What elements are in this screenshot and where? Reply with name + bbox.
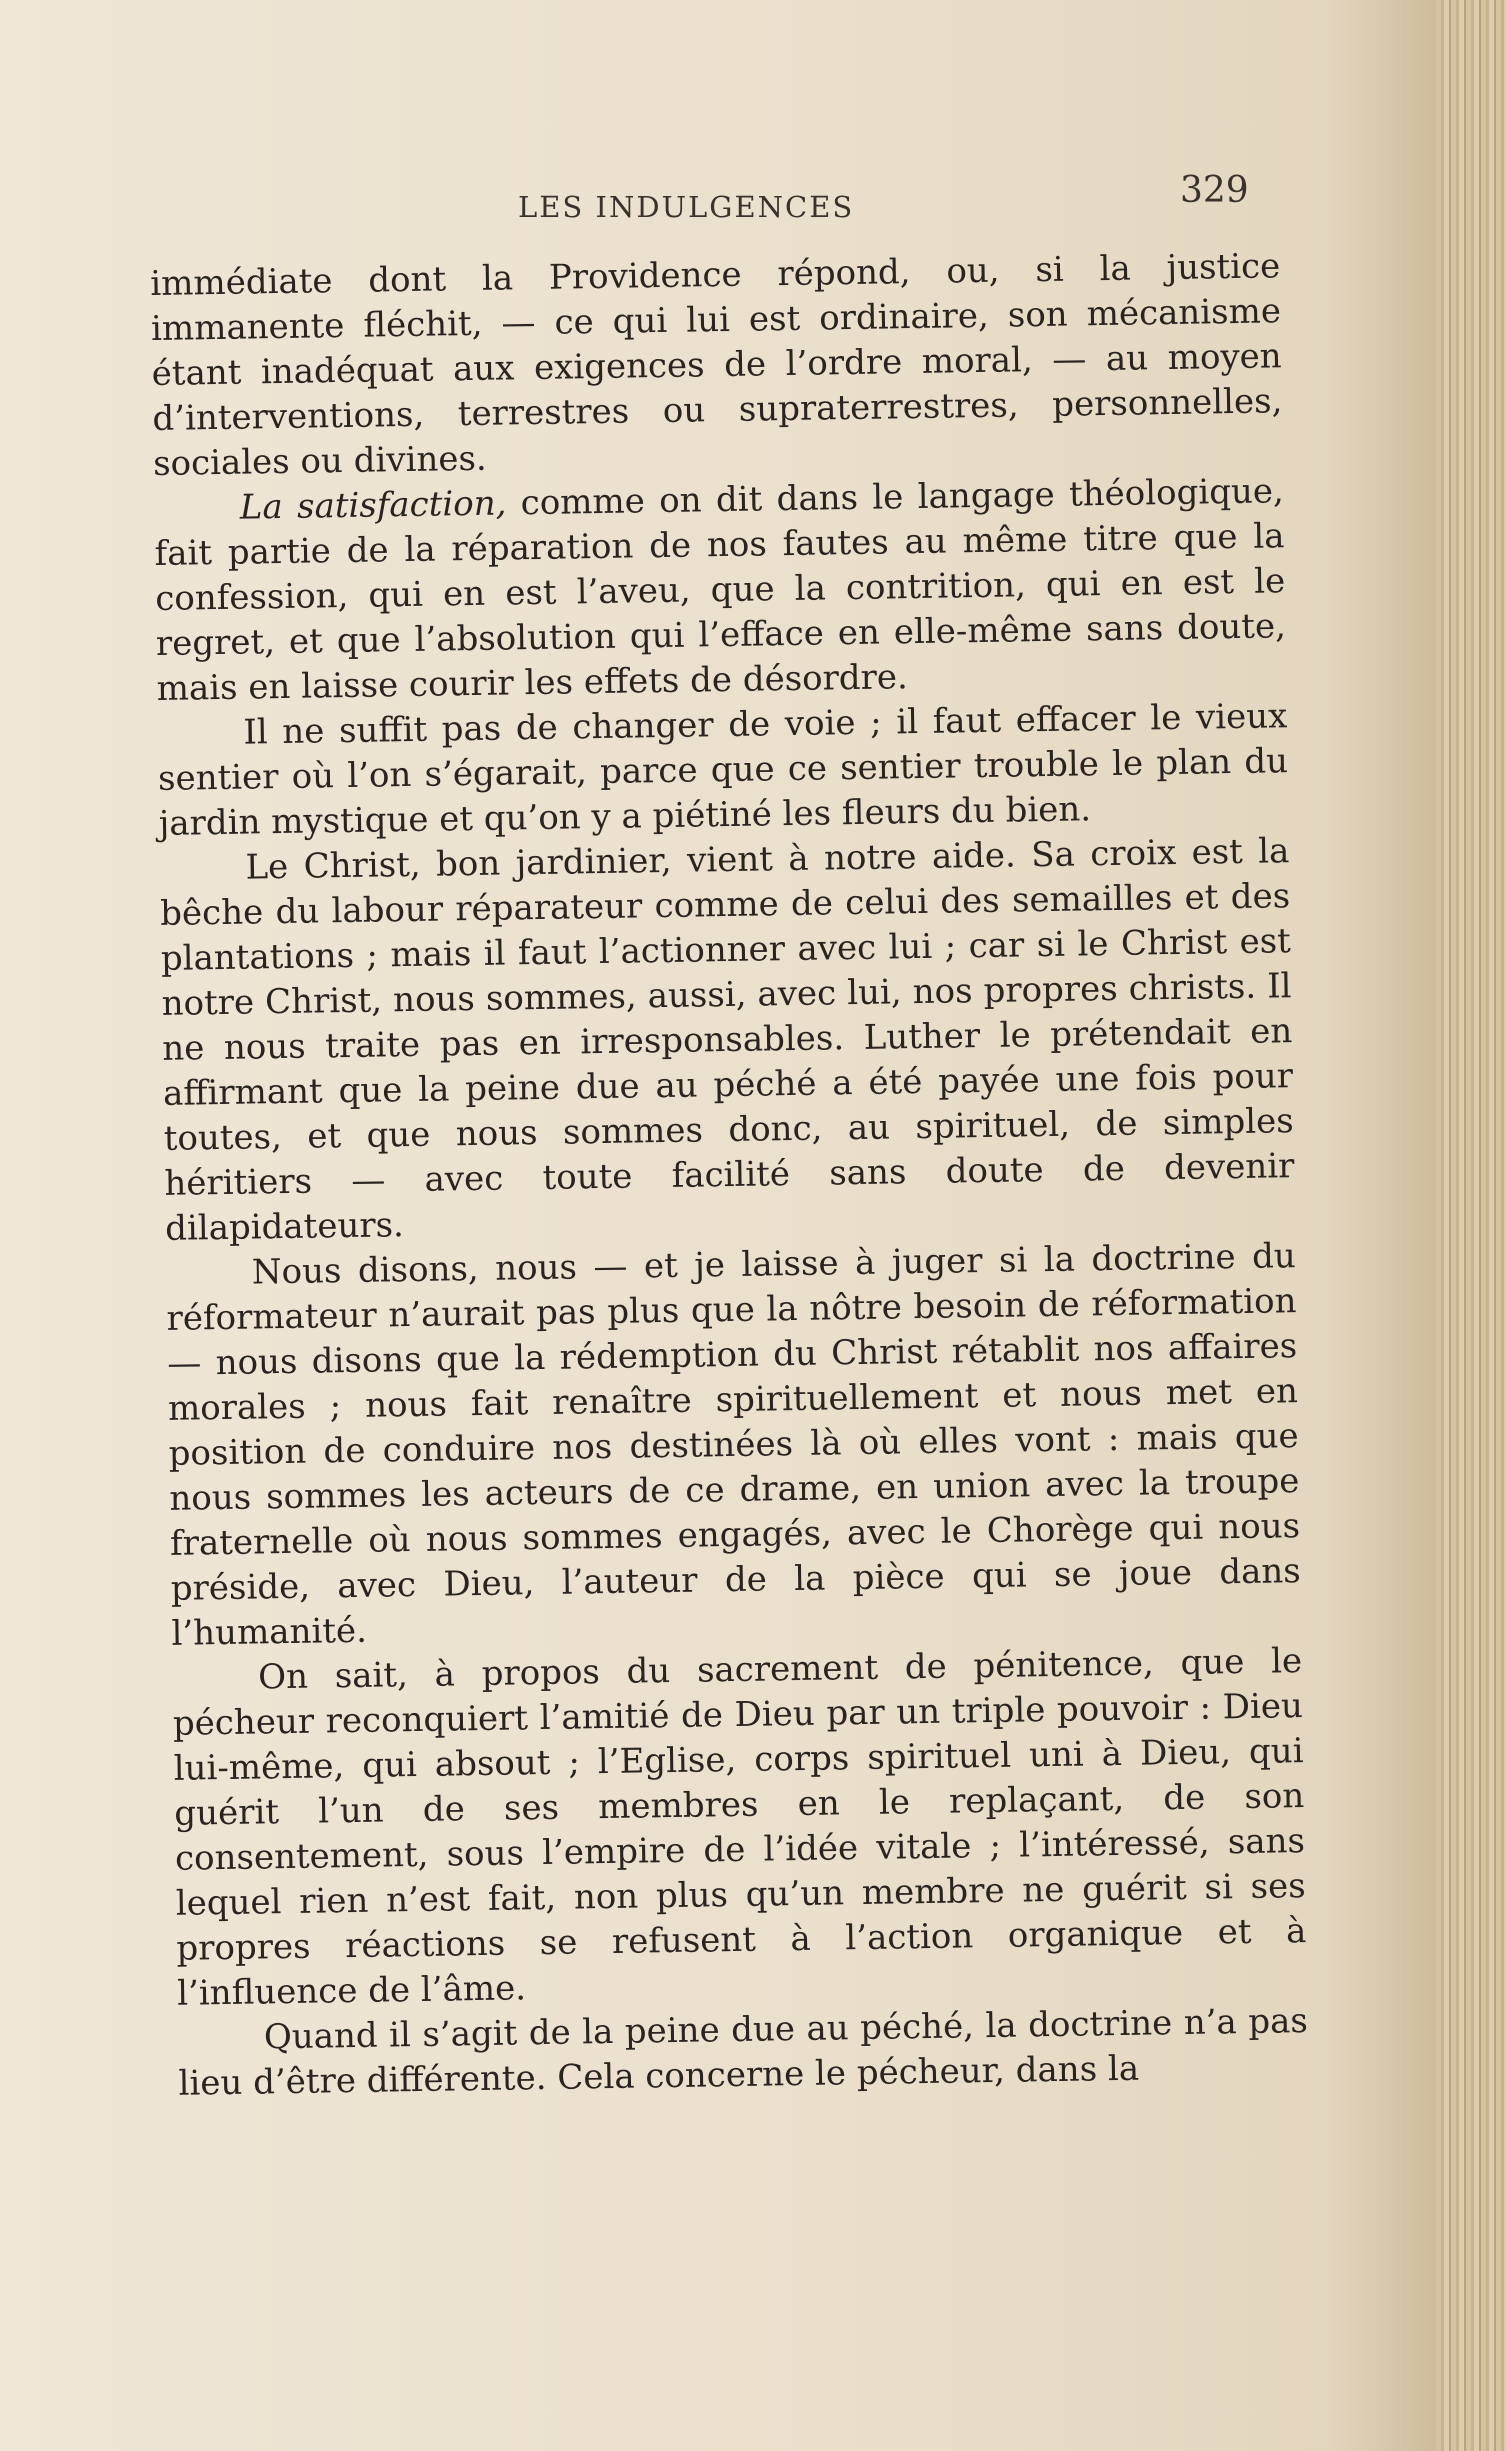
page-edge-shadow <box>1436 0 1506 2451</box>
italic-term: La satisfaction, <box>239 483 507 528</box>
paragraph <box>154 469 1287 712</box>
paragraph: Nous disons, nous — et je laisse à juger si la doctrine du réformateur n’aurait pas plus que la nôtre besoin de réformation — nous disons que la rédemption du Christ rétablit nos affaires morales ; nous fait renaître spirituellement et nous met en position de conduire nos destinées là où elles vont : mais que nous sommes les acteurs de ce drame, en union avec la troupe fraternelle où nous sommes engagés, avec le Chorège qui nous préside, avec Dieu, l’auteur de la pièce qui se joue dans l’humanité. <box>166 1236 1302 1654</box>
page-number: 329 <box>1180 170 1249 211</box>
paragraph: Le Christ, bon jardinier, vient à notre aide. Sa croix est la bêche du labour réparateur comme de celui des semailles et des plantations ; mais il faut l’actionner avec lui ; car si le Christ est notre Christ, nous sommes, aussi, avec lui, nos propres christs. Il ne nous traite pas en irresponsables. Luther le prétendait en affirmant que la peine due au péché a été payée une fois pour toutes, et que nous sommes donc, au spirituel, de simples héritiers — avec toute facilité sans doute de devenir dilapidateurs. <box>159 831 1295 1249</box>
running-title: LES INDULGENCES <box>518 190 855 224</box>
paragraph: On sait, à propos du sacrement de pénitence, que le pécheur reconquiert l’amitié de Dieu par un triple pouvoir : Dieu lui-même, qui absout ; l’Eglise, corps spirituel uni à Dieu, qui guérit l’un de ses membres en le replaçant, de son consentement, sous l’empire de l’idée vitale ; l’intéressé, sans lequel rien n’est fait, non plus qu’un membre ne guérit si ses propres réactions se refusent à l’action organique et à l’influence de l’âme. <box>172 1641 1307 2014</box>
body-text <box>150 244 1309 2107</box>
paragraph: immédiate dont la Providence répond, ou, si la justice immanente fléchit, — ce qui lui est ordinaire, son mécanisme étant inadéquat aux exigences de l’ordre moral, — au moyen d’interventions, terrestres ou supraterrestres, personnelles, sociales ou divines. <box>150 246 1283 484</box>
paragraph-text: comme on dit dans le langage théologique, fait partie de la réparation de nos fautes au même titre que la confession, qui en est l’aveu, que la contrition, qui en est le regret, et que l’absolution qui l’efface en elle-même sans doute, mais en laisse courir les effets de désordre. <box>154 471 1287 709</box>
paragraph: Il ne suffit pas de changer de voie ; il faut effacer le vieux sentier où l’on s’égarait, parce que ce sentier trouble le plan du jardin mystique et qu’on y a piétiné les fleurs du bien. <box>157 696 1289 844</box>
paragraph: Quand il s’agit de la peine due au péché, la doctrine n’a pas lieu d’être différente. Cela concerne le pécheur, dans la <box>178 2001 1309 2104</box>
